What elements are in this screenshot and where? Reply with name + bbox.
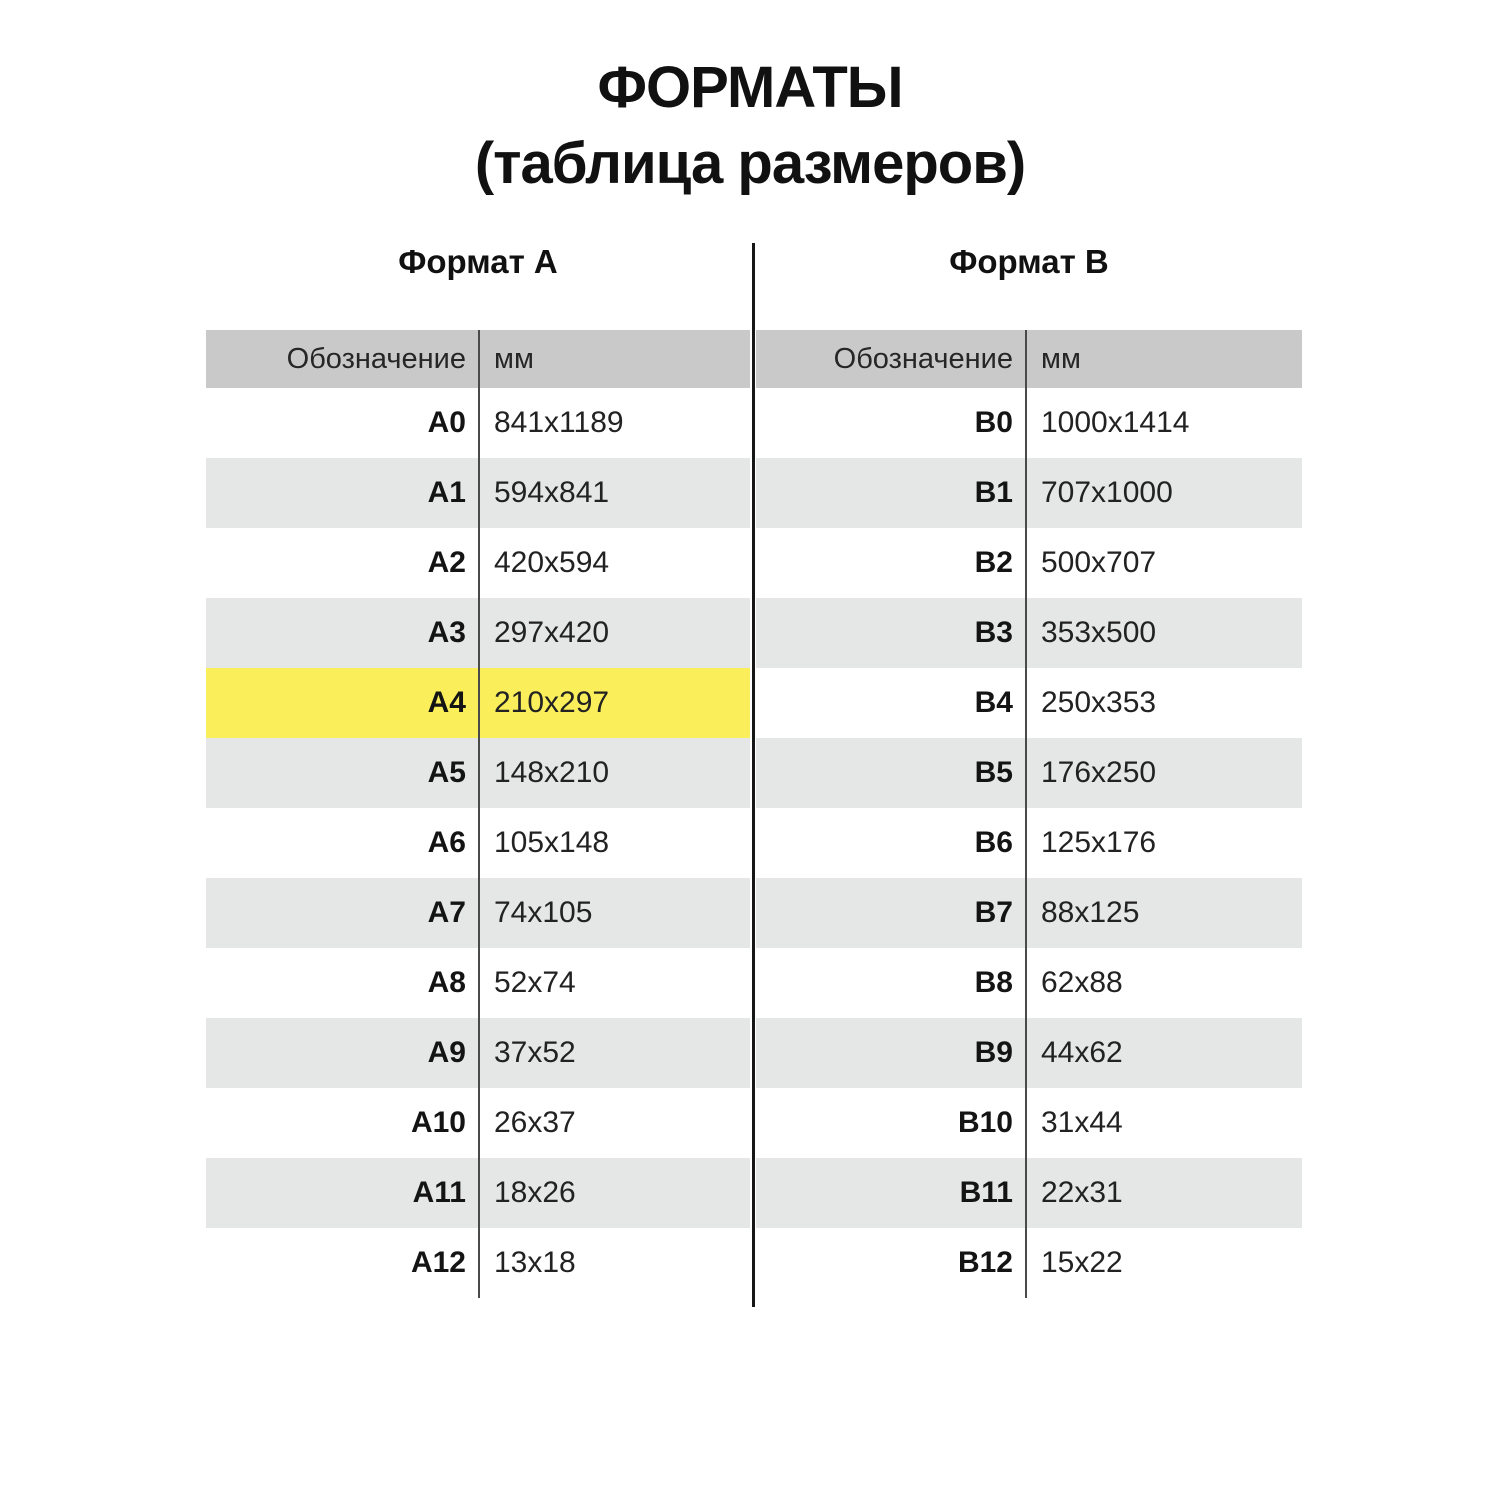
page-title-line2: (таблица размеров) (474, 131, 1026, 196)
table-row-a2 (206, 528, 750, 598)
cell-designation: A8 (427, 966, 466, 999)
cell-size-mm: 250x353 (1025, 668, 1302, 738)
center-divider-line (752, 243, 755, 1307)
cell-designation: B3 (974, 616, 1013, 649)
format-b-table-body (756, 388, 1302, 1298)
table-row-b3 (756, 598, 1302, 668)
format-b-table (756, 330, 1302, 1298)
format-b-header-row (756, 330, 1302, 388)
cell-designation: A7 (427, 896, 466, 929)
column-header-designation: Обозначение (833, 343, 1013, 375)
cell-size-mm: 88x125 (1025, 878, 1302, 948)
table-row-a5 (206, 738, 750, 808)
cell-designation: B11 (959, 1176, 1013, 1209)
cell-designation: A4 (427, 686, 466, 719)
cell-size-mm: 18x26 (478, 1158, 750, 1228)
page-title (0, 50, 1500, 202)
cell-designation: A6 (427, 826, 466, 859)
cell-designation: A1 (427, 476, 466, 509)
cell-size-mm: 707x1000 (1025, 458, 1302, 528)
column-header-mm: мм (1025, 330, 1302, 388)
table-row-b6 (756, 808, 1302, 878)
table-row-b2 (756, 528, 1302, 598)
cell-designation: A5 (427, 756, 466, 789)
cell-size-mm: 210x297 (478, 668, 750, 738)
cell-designation: A0 (427, 406, 466, 439)
table-row-a9 (206, 1018, 750, 1088)
table-row-a1 (206, 458, 750, 528)
column-header-mm: мм (478, 330, 750, 388)
format-a-heading: Формат А (398, 243, 558, 280)
table-row-a12 (206, 1228, 750, 1298)
cell-size-mm: 26x37 (478, 1088, 750, 1158)
cell-designation: B9 (974, 1036, 1013, 1069)
cell-size-mm: 420x594 (478, 528, 750, 598)
table-row-b1 (756, 458, 1302, 528)
cell-designation: A9 (427, 1036, 466, 1069)
table-row-b0 (756, 388, 1302, 458)
cell-size-mm: 74x105 (478, 878, 750, 948)
table-row-b7 (756, 878, 1302, 948)
cell-designation: A2 (427, 546, 466, 579)
cell-designation: A10 (410, 1106, 466, 1139)
table-row-b4 (756, 668, 1302, 738)
cell-size-mm: 13x18 (478, 1228, 750, 1298)
cell-size-mm: 62x88 (1025, 948, 1302, 1018)
cell-designation: B7 (974, 896, 1013, 929)
table-row-a8 (206, 948, 750, 1018)
cell-size-mm: 105x148 (478, 808, 750, 878)
format-b-heading: Формат B (949, 243, 1109, 280)
table-row-a11 (206, 1158, 750, 1228)
table-row-b12 (756, 1228, 1302, 1298)
cell-size-mm: 22x31 (1025, 1158, 1302, 1228)
table-row-a3 (206, 598, 750, 668)
cell-size-mm: 44x62 (1025, 1018, 1302, 1088)
table-row-a0 (206, 388, 750, 458)
format-a-table (206, 330, 750, 1298)
table-row-a6 (206, 808, 750, 878)
table-row-a10 (206, 1088, 750, 1158)
cell-size-mm: 52x74 (478, 948, 750, 1018)
cell-size-mm: 37x52 (478, 1018, 750, 1088)
cell-size-mm: 176x250 (1025, 738, 1302, 808)
cell-designation: A11 (412, 1176, 466, 1209)
cell-size-mm: 125x176 (1025, 808, 1302, 878)
cell-size-mm: 594x841 (478, 458, 750, 528)
cell-designation: B12 (957, 1246, 1013, 1279)
cell-size-mm: 1000x1414 (1025, 388, 1302, 458)
table-row-a7 (206, 878, 750, 948)
cell-designation: A3 (427, 616, 466, 649)
cell-size-mm: 148x210 (478, 738, 750, 808)
table-row-b8 (756, 948, 1302, 1018)
cell-designation: B10 (957, 1106, 1013, 1139)
table-row-b10 (756, 1088, 1302, 1158)
cell-designation: B0 (974, 406, 1013, 439)
cell-size-mm: 841x1189 (478, 388, 750, 458)
cell-designation: B8 (974, 966, 1013, 999)
cell-designation: A12 (410, 1246, 466, 1279)
cell-size-mm: 15x22 (1025, 1228, 1302, 1298)
cell-size-mm: 500x707 (1025, 528, 1302, 598)
table-row-b5 (756, 738, 1302, 808)
cell-designation: B2 (974, 546, 1013, 579)
table-row-b11 (756, 1158, 1302, 1228)
page-title-line1: ФОРМАТЫ (597, 55, 903, 120)
cell-designation: B6 (974, 826, 1013, 859)
format-a-table-body (206, 388, 750, 1298)
cell-size-mm: 31x44 (1025, 1088, 1302, 1158)
cell-size-mm: 353x500 (1025, 598, 1302, 668)
table-row-a4-highlighted (206, 668, 750, 738)
table-row-b9 (756, 1018, 1302, 1088)
cell-designation: B1 (974, 476, 1013, 509)
format-a-header-row (206, 330, 750, 388)
cell-size-mm: 297x420 (478, 598, 750, 668)
cell-designation: B5 (974, 756, 1013, 789)
column-header-designation: Обозначение (286, 343, 466, 375)
cell-designation: B4 (974, 686, 1013, 719)
